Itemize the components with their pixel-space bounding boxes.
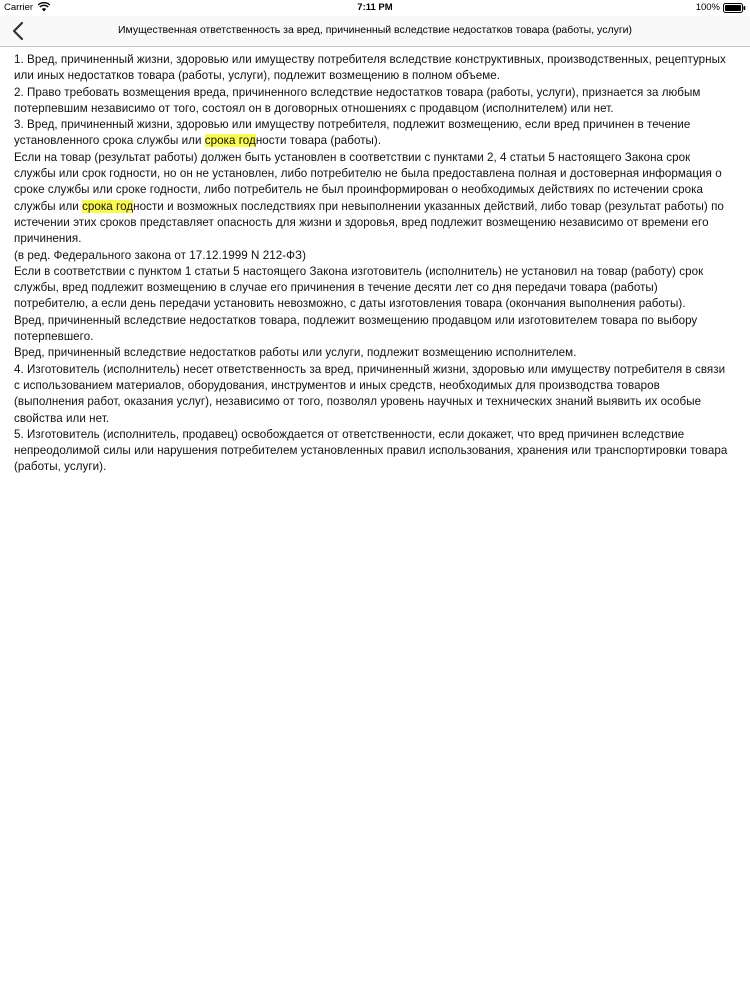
paragraph-1: 1. Вред, причиненный жизни, здоровью или имуществу потребителя вследствие конструктивных, производственных, рецептурных или иных недостатков товара (работы, услуги), подлежит возмещению в полном объеме.	[14, 53, 726, 83]
battery-percentage: 100%	[695, 2, 720, 13]
paragraph-4-text-end: ности и возможных последствиях при невыполнении указанных действий, либо товар (результат работы) по истечении этих сроков представляет опасность для жизни и здоровья, вред подлежит возмещению независимо от времени его причинения.	[14, 199, 724, 246]
paragraph-8: Вред, причиненный вследствие недостатков работы или услуги, подлежит возмещению исполнителем.	[14, 346, 577, 360]
paragraph-4-text-start: Если на товар (результат работы) должен быть установлен в соответствии с пунктами 2, 4 статьи 5 настоящего Закона срок службы или срок годности, но он не установлен, либо потребителю не была предоставлена полная и достоверная информация о сроке службы или сроке годности, либо потребитель не был проинформирован о необходимых действиях по истечении срока службы или	[14, 150, 722, 213]
search-highlight: срока год	[204, 134, 256, 148]
paragraph-6: Если в соответствии с пунктом 1 статьи 5 настоящего Закона изготовитель (исполнитель) не установил на товар (работу) срок службы, вред подлежит возмещению в случае его причинения в течение десяти лет со дня передачи товара (работы) потребителю, а если день передачи установить невозможно, с даты изготовления товара (окончания выполнения работы).	[14, 264, 704, 311]
carrier-label: Carrier	[4, 2, 34, 13]
article-content	[14, 52, 730, 476]
paragraph-2: 2. Право требовать возмещения вреда, причиненного вследствие недостатков товара (работы, услуги), признается за любым потерпевшим независимо от того, состоял он в договорных отношениях с продавцом (исполнителем) или нет.	[14, 85, 701, 115]
status-time: 7:11 PM	[357, 2, 393, 13]
paragraph-10: 5. Изготовитель (исполнитель, продавец) освобождается от ответственности, если докажет, что вред причинен вследствие непреодолимой силы или нарушения потребителем установленных правил использования, хранения или транспортировки товара (работы, услуги).	[14, 427, 728, 474]
paragraph-3-text-end: ности товара (работы).	[255, 134, 382, 148]
paragraph-3	[14, 117, 730, 150]
paragraph-5: (в ред. Федерального закона от 17.12.1999 N 212-ФЗ)	[14, 248, 306, 262]
paragraph-3-text-start: 3. Вред, причиненный жизни, здоровью или имуществу потребителя, подлежит возмещению, если вред причинен в течение установленного срока службы или	[14, 118, 691, 148]
navigation-bar	[0, 16, 750, 47]
back-chevron-icon[interactable]	[8, 20, 30, 42]
page-title: Имущественная ответственность за вред, причиненный вследствие недостатков товара (работы, услуги)	[117, 24, 633, 36]
search-highlight: срока год	[82, 199, 134, 213]
battery-icon	[723, 3, 746, 13]
paragraph-4	[14, 150, 730, 248]
status-bar	[0, 0, 750, 16]
paragraph-9: 4. Изготовитель (исполнитель) несет ответственность за вред, причиненный жизни, здоровью или имуществу потребителя в связи с использованием материалов, оборудования, инструментов и иных средств, необходимых для производства товаров (выполнения работ, оказания услуг), независимо от того, позволял уровень научных и технических знаний выявить их особые свойства или нет.	[14, 362, 726, 425]
paragraph-7: Вред, причиненный вследствие недостатков товара, подлежит возмещению продавцом или изготовителем товара по выбору потерпевшего.	[14, 313, 698, 344]
